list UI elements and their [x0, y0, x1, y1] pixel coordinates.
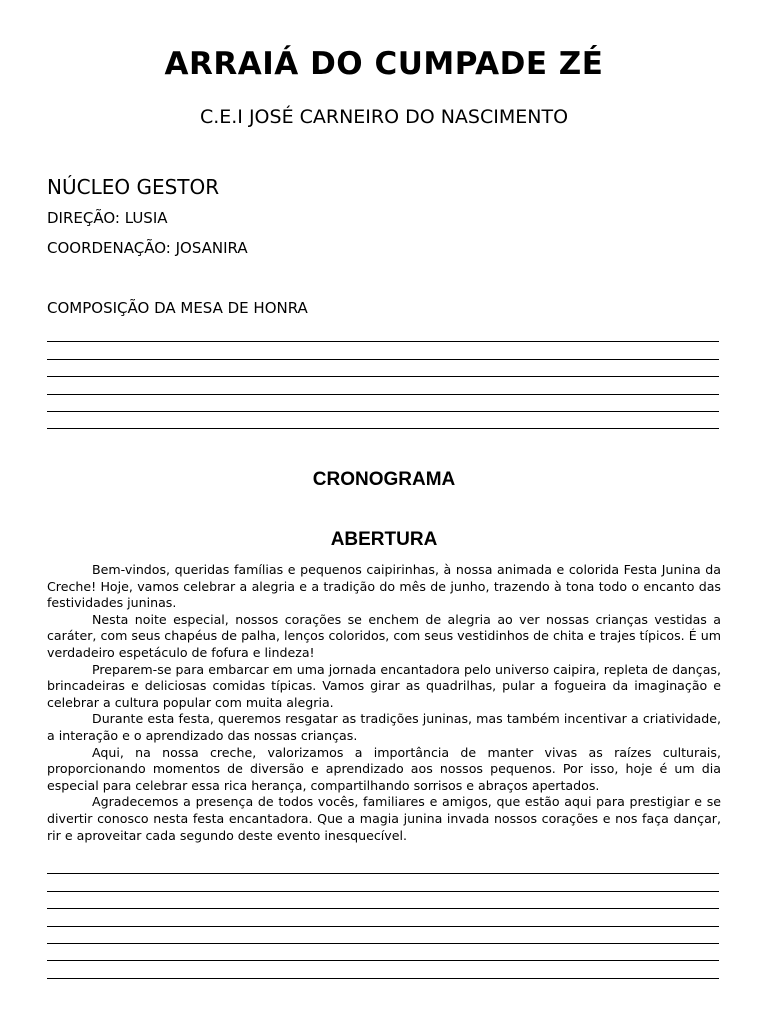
abertura-paragraph: Bem-vindos, queridas famílias e pequenos caipirinhas, à nossa animada e colorida Festa Junina da Creche! Hoje, vamos celebrar a alegria e a tradição do mês de junho, trazendo à tona todo o encanto das festividades juninas.: [47, 562, 721, 611]
blank-line: [47, 892, 719, 909]
notes-blank-lines: [47, 857, 719, 979]
abertura-paragraph: Agradecemos a presença de todos vocês, familiares e amigos, que estão aqui para prestigiar e se divertir conosco nesta festa encantadora. Que a magia junina invada nossos corações e nos faça dançar, rir e aproveitar cada segundo deste evento inesquecível.: [47, 794, 721, 843]
blank-line: [47, 874, 719, 891]
blank-line: [47, 909, 719, 926]
school-name: C.E.I JOSÉ CARNEIRO DO NASCIMENTO: [199, 106, 569, 128]
blank-line: [47, 961, 719, 978]
direcao-line: DIREÇÃO: LUSIA: [47, 209, 168, 227]
blank-line: [47, 342, 719, 359]
cronograma-heading: CRONOGRAMA: [312, 469, 456, 490]
abertura-text: [47, 562, 721, 844]
blank-line: [47, 377, 719, 394]
mesa-honra-blank-lines: [47, 325, 719, 429]
blank-line: [47, 412, 719, 429]
abertura-paragraph: Nesta noite especial, nossos corações se enchem de alegria ao ver nossas crianças vestidas a caráter, com seus chapéus de palha, lenços coloridos, com seus vestidinhos de chita e trajes típicos. É um verdadeiro espetáculo de fofura e lindeza!: [47, 611, 721, 660]
abertura-heading: ABERTURA: [330, 529, 438, 550]
abertura-paragraph: Durante esta festa, queremos resgatar as tradições juninas, mas também incentivar a criatividade, a interação e o aprendizado das nossas crianças.: [47, 711, 721, 743]
blank-line: [47, 944, 719, 961]
coordenacao-line: COORDENAÇÃO: JOSANIRA: [47, 239, 248, 257]
blank-line: [47, 857, 719, 874]
abertura-paragraph: Preparem-se para embarcar em uma jornada encantadora pelo universo caipira, repleta de danças, brincadeiras e deliciosas comidas típicas. Vamos girar as quadrilhas, pular a fogueira da imaginação e celebrar a cultura popular com muita alegria.: [47, 661, 721, 710]
document-title: ARRAIÁ DO CUMPADE ZÉ: [164, 46, 604, 82]
nucleo-gestor-heading: NÚCLEO GESTOR: [47, 175, 220, 199]
abertura-paragraph: Aqui, na nossa creche, valorizamos a importância de manter vivas as raízes culturais, proporcionando momentos de diversão e aprendizado aos nossos pequenos. Por isso, hoje é um dia especial para celebrar essa rica herança, compartilhando sorrisos e abraços apertados.: [47, 744, 721, 793]
blank-line: [47, 395, 719, 412]
blank-line: [47, 927, 719, 944]
blank-line: [47, 360, 719, 377]
blank-line: [47, 325, 719, 342]
mesa-honra-heading: COMPOSIÇÃO DA MESA DE HONRA: [47, 299, 308, 317]
